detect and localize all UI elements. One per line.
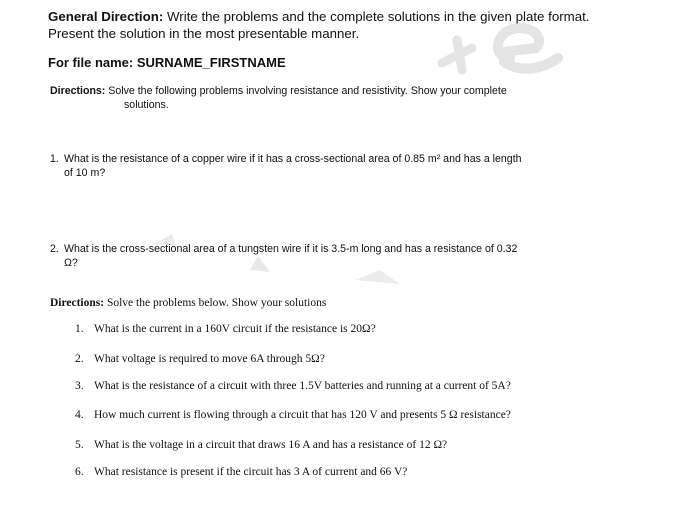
question-number: 2. xyxy=(50,243,59,255)
question-text-continued: Ω? xyxy=(64,257,78,269)
section1-directions-label: Directions: xyxy=(50,85,106,97)
item-text: What voltage is required to move 6A through 5Ω? xyxy=(94,353,325,365)
item-number: 1. xyxy=(75,323,84,335)
item-text: What is the current in a 160V circuit if the resistance is 20Ω? xyxy=(94,323,376,335)
file-name-instruction: For file name: SURNAME_FIRSTNAME xyxy=(48,55,286,70)
general-direction-text: Write the problems and the complete solutions in the given plate format. Present the solution in the most presentable manner. xyxy=(48,9,590,41)
item-number: 6. xyxy=(75,466,84,478)
question-item xyxy=(50,152,620,180)
list-item xyxy=(75,466,407,478)
list-item xyxy=(75,380,511,392)
question-text-continued: of 10 m? xyxy=(64,167,106,179)
section1-directions-line2: solutions. xyxy=(124,99,169,111)
section2-directions xyxy=(50,297,326,309)
question-number: 1. xyxy=(50,153,59,165)
item-text: What is the voltage in a circuit that draws 16 A and has a resistance of 12 Ω? xyxy=(94,439,448,451)
question-item xyxy=(50,242,620,270)
list-item xyxy=(75,323,376,335)
item-number: 2. xyxy=(75,353,84,365)
list-item xyxy=(75,409,511,421)
section1-directions-line1: Solve the following problems involving resistance and resistivity. Show your complete xyxy=(108,85,507,97)
section2-directions-text: Solve the problems below. Show your solutions xyxy=(106,297,327,309)
item-number: 3. xyxy=(75,380,84,392)
item-number: 4. xyxy=(75,409,84,421)
item-number: 5. xyxy=(75,439,84,451)
general-direction-label: General Direction: xyxy=(48,9,164,24)
item-text: What is the resistance of a circuit with three 1.5V batteries and running at a current of 5A? xyxy=(94,380,511,392)
item-text: What resistance is present if the circuit has 3 A of current and 66 V? xyxy=(94,466,408,478)
list-item xyxy=(75,439,447,451)
section1-directions xyxy=(50,84,610,112)
question-text: What is the cross-sectional area of a tungsten wire if it is 3.5-m long and has a resistance of 0.32 xyxy=(64,243,518,255)
list-item xyxy=(75,353,325,365)
item-text: How much current is flowing through a circuit that has 120 V and presents 5 Ω resistance? xyxy=(94,409,511,421)
general-direction xyxy=(48,8,608,42)
section2-directions-label: Directions: xyxy=(50,297,105,309)
question-text: What is the resistance of a copper wire if it has a cross-sectional area of 0.85 m² and has a length xyxy=(64,153,522,165)
